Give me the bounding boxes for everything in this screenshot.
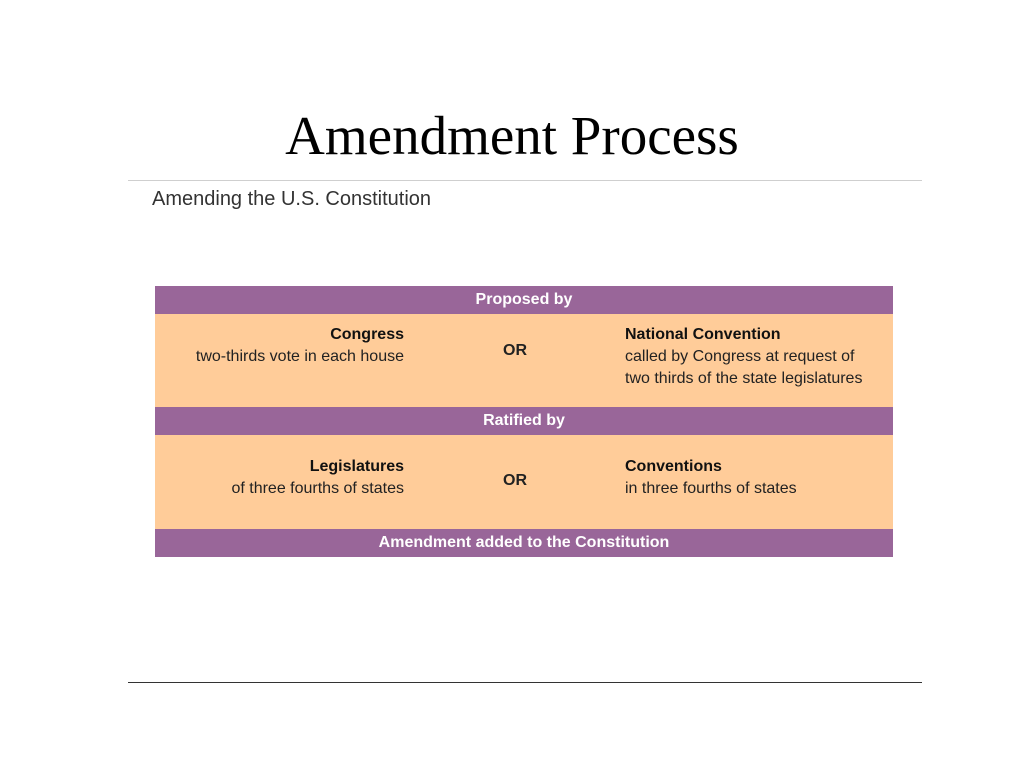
proposal-or-label: OR [503,342,527,359]
figure-heading: Amending the U.S. Constitution [152,188,432,210]
ratification-panel [155,435,893,529]
legislatures-title: Legislatures [309,458,404,475]
slide-title: Amendment Process [285,105,739,166]
proposal-panel [155,314,893,407]
national-convention-detail-line1: called by Congress at request of [625,348,855,365]
conventions-block [625,456,797,500]
amendment-added-band: Amendment added to the Constitution [155,529,893,557]
congress-title: Congress [330,326,404,343]
top-divider [128,180,922,181]
ratification-or-label: OR [503,472,527,489]
legislatures-detail: of three fourths of states [231,480,404,497]
legislatures-block [231,456,404,500]
national-convention-block [625,324,862,390]
conventions-title: Conventions [625,458,722,475]
congress-detail: two-thirds vote in each house [195,348,404,365]
congress-block [196,324,404,368]
national-convention-title: National Convention [625,326,781,343]
national-convention-detail-line2: two thirds of the state legislatures [625,370,863,387]
proposed-by-band: Proposed by [155,286,893,314]
conventions-detail: in three fourths of states [625,480,797,497]
ratified-by-band: Ratified by [155,407,893,435]
amendment-diagram [155,286,893,557]
bottom-divider [128,682,922,683]
